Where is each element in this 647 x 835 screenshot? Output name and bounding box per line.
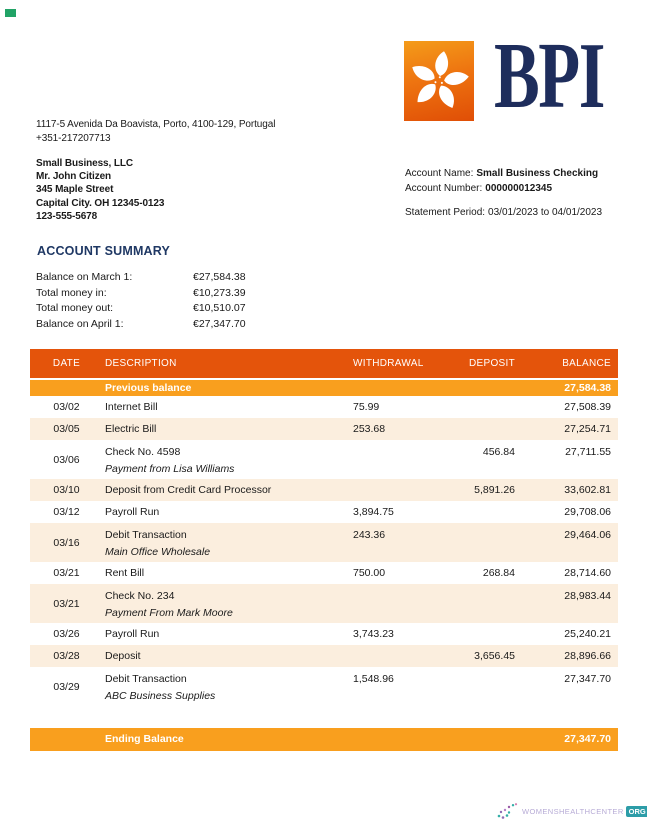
transaction-row — [30, 667, 618, 706]
summary-value: €10,273.39 — [193, 286, 246, 299]
transaction-description-note: Payment from Lisa Williams — [105, 463, 235, 475]
transaction-date: 03/16 — [53, 536, 80, 549]
transaction-description-note: Payment From Mark Moore — [105, 607, 233, 619]
account-number-value: 000000012345 — [485, 182, 553, 194]
header-balance: BALANCE — [562, 358, 611, 369]
transaction-deposit — [448, 667, 515, 706]
transaction-balance: 29,464.06 — [564, 529, 611, 541]
transaction-date: 03/29 — [53, 680, 80, 693]
summary-row — [36, 270, 316, 286]
summary-label: Total money in: — [36, 286, 107, 299]
previous-balance-label: Previous balance — [105, 382, 192, 394]
previous-balance-row — [30, 380, 618, 396]
transaction-description — [103, 523, 353, 562]
transaction-description-main: Debit Transaction — [105, 529, 187, 541]
account-name-value: Small Business Checking — [476, 168, 599, 179]
account-name-label: Account Name: — [405, 168, 474, 179]
customer-address-block — [36, 157, 164, 223]
ending-balance-value: 27,347.70 — [564, 733, 611, 745]
customer-street: 345 Maple Street — [36, 184, 114, 196]
summary-row — [36, 301, 316, 317]
ending-balance-row — [30, 728, 618, 751]
header-deposit: DEPOSIT — [469, 358, 515, 369]
bank-address-line: 1117-5 Avenida Da Boavista, Porto, 4100-129, Portugal — [36, 119, 276, 130]
summary-label: Total money out: — [36, 302, 114, 314]
summary-row — [36, 317, 316, 333]
transaction-description — [103, 418, 353, 440]
previous-balance-value: 27,584.38 — [564, 382, 611, 394]
transaction-withdrawal — [353, 479, 448, 501]
transaction-balance: 28,896.66 — [564, 650, 611, 662]
transaction-description — [103, 584, 353, 623]
summary-value: €27,347.70 — [193, 317, 246, 330]
summary-value: €10,510.07 — [193, 302, 246, 314]
transaction-description-main: Debit Transaction — [105, 673, 187, 685]
transaction-balance: 27,508.39 — [564, 401, 611, 413]
transaction-description — [103, 667, 353, 706]
transaction-deposit — [448, 523, 515, 562]
transaction-description-main: Electric Bill — [105, 423, 157, 435]
transaction-description-main: Check No. 234 — [105, 590, 175, 602]
transaction-date: 03/10 — [53, 484, 80, 496]
transaction-withdrawal — [353, 440, 448, 479]
transaction-row — [30, 479, 618, 501]
account-summary-title: ACCOUNT SUMMARY — [37, 244, 171, 258]
transaction-balance: 28,714.60 — [564, 567, 611, 579]
transaction-balance: 27,347.70 — [564, 673, 611, 685]
customer-city: Capital City. OH 12345-0123 — [36, 197, 165, 209]
bank-phone: +351-217207713 — [36, 133, 111, 144]
transaction-description-note: Main Office Wholesale — [105, 546, 211, 558]
transaction-withdrawal: 3,894.75 — [353, 506, 394, 518]
transaction-row — [30, 623, 618, 645]
statement-period-label: Statement Period: — [405, 207, 486, 218]
summary-label: Balance on April 1: — [36, 317, 124, 330]
transaction-description — [103, 645, 353, 667]
transaction-deposit — [448, 418, 515, 440]
transaction-deposit: 3,656.45 — [474, 650, 515, 662]
transaction-deposit — [448, 623, 515, 645]
transaction-row — [30, 584, 618, 623]
sparkle-dots-icon — [496, 802, 520, 820]
summary-row — [36, 286, 316, 302]
customer-company: Small Business, LLC — [36, 158, 134, 169]
header-date: DATE — [52, 358, 81, 369]
transaction-description-main: Payroll Run — [105, 506, 160, 518]
transaction-date: 03/21 — [53, 567, 80, 579]
customer-phone: 123-555-5678 — [36, 210, 98, 222]
corner-artifact-mark — [5, 9, 16, 17]
transaction-balance: 33,602.81 — [564, 484, 611, 496]
account-summary-table — [36, 270, 316, 332]
transactions-table — [30, 349, 618, 751]
transaction-balance: 27,254.71 — [564, 423, 611, 435]
transactions-table-header — [30, 349, 618, 378]
transaction-deposit — [448, 584, 515, 623]
transaction-row — [30, 440, 618, 479]
transaction-row — [30, 645, 618, 667]
header-description: DESCRIPTION — [105, 358, 177, 369]
transaction-description-main: Rent Bill — [105, 567, 145, 579]
transaction-date: 03/05 — [53, 423, 80, 435]
summary-value: €27,584.38 — [193, 271, 246, 283]
transaction-description-main: Payroll Run — [105, 628, 160, 640]
transaction-date: 03/21 — [53, 597, 80, 610]
statement-period-value: 03/01/2023 to 04/01/2023 — [488, 207, 603, 218]
transaction-date: 03/28 — [53, 650, 80, 662]
transaction-balance: 28,983.44 — [564, 590, 611, 602]
transaction-withdrawal: 75.99 — [353, 401, 380, 413]
account-name-row — [405, 167, 602, 182]
transaction-balance: 25,240.21 — [564, 628, 611, 640]
transaction-row — [30, 523, 618, 562]
transaction-description — [103, 562, 353, 584]
transaction-date: 03/02 — [53, 401, 80, 413]
transaction-withdrawal — [353, 584, 448, 623]
transaction-deposit — [448, 501, 515, 523]
transaction-description — [103, 479, 353, 501]
transaction-description-note: ABC Business Supplies — [105, 690, 216, 702]
transaction-description-main: Internet Bill — [105, 401, 158, 413]
customer-name: Mr. John Citizen — [36, 171, 112, 183]
transaction-withdrawal: 3,743.23 — [353, 628, 394, 640]
transaction-description — [103, 396, 353, 418]
transaction-deposit: 268.84 — [482, 567, 515, 579]
transaction-balance: 27,711.55 — [565, 446, 611, 458]
transaction-row — [30, 396, 618, 418]
bpi-wordmark: BPI — [494, 24, 605, 128]
transaction-withdrawal: 1,548.96 — [353, 673, 394, 685]
transaction-row — [30, 501, 618, 523]
header-withdrawal: WITHDRAWAL — [353, 358, 424, 369]
transaction-description-main: Deposit — [105, 650, 141, 662]
bank-address-block — [36, 118, 275, 146]
ending-balance-label: Ending Balance — [105, 733, 184, 745]
account-number-row — [405, 182, 602, 197]
transaction-rows — [30, 396, 618, 706]
transaction-deposit — [448, 396, 515, 418]
transaction-withdrawal: 253.68 — [353, 423, 386, 435]
transaction-date: 03/26 — [53, 628, 80, 640]
transaction-description-main: Deposit from Credit Card Processor — [105, 484, 272, 496]
transaction-balance: 29,708.06 — [564, 506, 611, 518]
account-number-label: Account Number: — [405, 182, 483, 194]
transaction-withdrawal: 243.36 — [353, 529, 386, 541]
transaction-description-main: Check No. 4598 — [105, 446, 181, 458]
transaction-deposit: 5,891.26 — [474, 484, 515, 496]
transaction-description — [103, 501, 353, 523]
transaction-description — [103, 440, 353, 479]
account-info-block — [405, 167, 602, 221]
watermark-org-badge: ORG — [626, 806, 647, 817]
orchid-flower-icon — [407, 48, 471, 114]
summary-label: Balance on March 1: — [36, 271, 133, 283]
transaction-description — [103, 623, 353, 645]
transaction-date: 03/06 — [53, 453, 80, 466]
transaction-row — [30, 418, 618, 440]
bpi-logo-square — [404, 41, 474, 121]
statement-period-row — [405, 206, 602, 221]
watermark-text: WOMENSHEALTHCENTER — [522, 806, 624, 816]
transaction-row — [30, 562, 618, 584]
site-watermark — [496, 802, 647, 820]
transaction-withdrawal — [353, 645, 448, 667]
transaction-deposit: 456.84 — [482, 446, 515, 458]
transaction-withdrawal: 750.00 — [353, 567, 386, 579]
transaction-date: 03/12 — [53, 506, 80, 518]
